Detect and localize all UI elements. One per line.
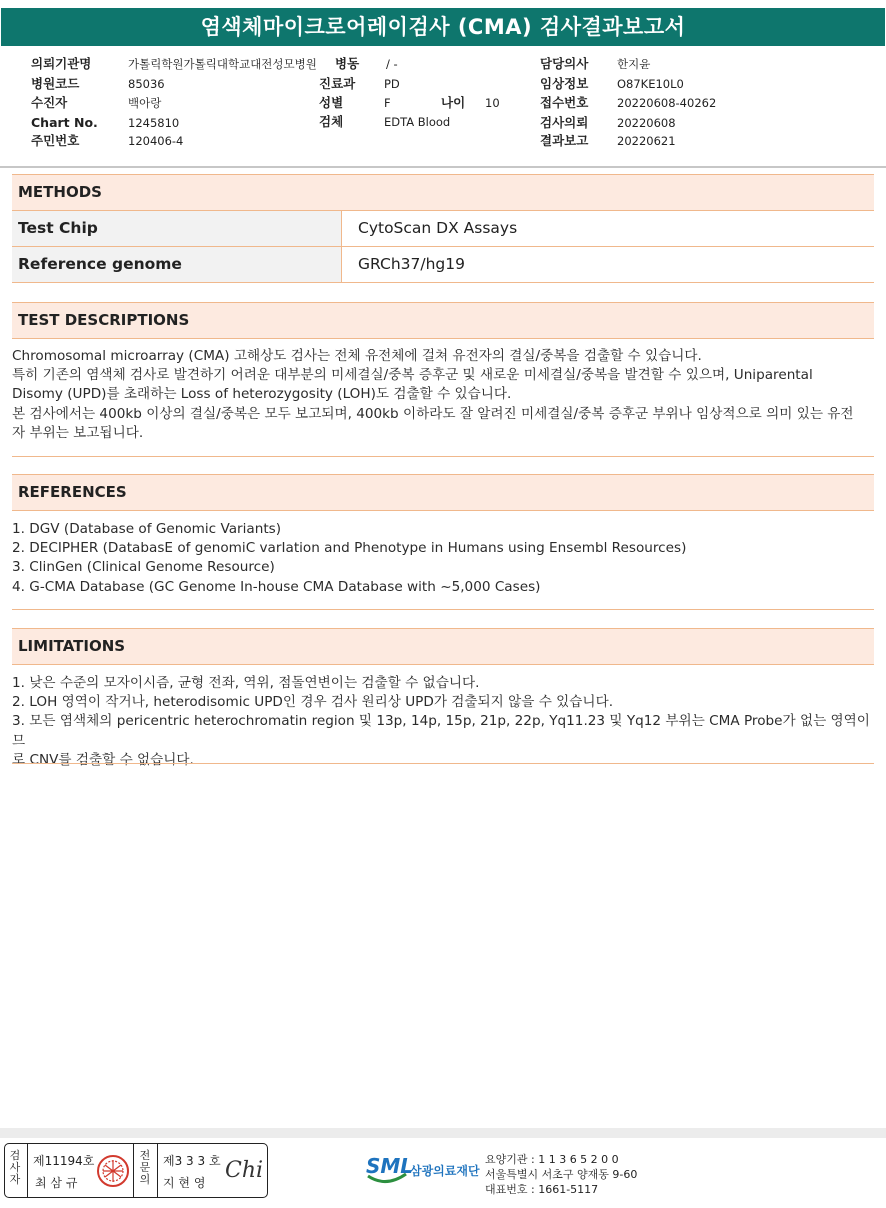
specimen-label: 검체 <box>319 114 344 129</box>
report-value: 20220621 <box>617 134 676 148</box>
receipt-value: 20220608-40262 <box>617 96 717 110</box>
sex-label: 성별 <box>319 95 344 110</box>
methods-row-reference-genome <box>12 247 874 283</box>
description-line: 본 검사에서는 400kb 이상의 결실/중복은 모두 보고되며, 400kb 이하라도 잘 알려진 미세결실/중복 증후군 부위나 임상적으로 의미 있는 유전 <box>12 405 854 422</box>
resident-label: 주민번호 <box>31 133 80 148</box>
specimen-value: EDTA Blood <box>384 115 451 129</box>
receipt-label: 접수번호 <box>540 95 589 110</box>
signature: Chi <box>225 1158 264 1183</box>
signature-stamp-box <box>4 1143 268 1198</box>
reference-item: 4. G-CMA Database (GC Genome In-house CMA Database with ~5,000 Cases) <box>12 578 541 595</box>
reference-item: 3. ClinGen (Clinical Genome Resource) <box>12 559 275 576</box>
ward-label: 병동 <box>335 56 360 71</box>
age-label: 나이 <box>441 95 466 110</box>
section-divider <box>12 763 874 764</box>
clinical-value: O87KE10L0 <box>617 77 684 91</box>
dept-label: 진료과 <box>319 76 356 91</box>
dept-value: PD <box>384 77 400 91</box>
age-value: 10 <box>485 96 500 110</box>
reference-item: 2. DECIPHER (DatabasE of genomiC varIation and Phenotype in Humans using Ensembl Resources) <box>12 540 687 557</box>
sex-value: F <box>384 96 391 110</box>
methods-row-label: Reference genome <box>12 247 342 282</box>
description-line: Disomy (UPD)를 초래하는 Loss of heterozygosity (LOH)도 검출할 수 있습니다. <box>12 386 512 403</box>
reference-item: 1. DGV (Database of Genomic Variants) <box>12 521 282 537</box>
methods-row-value: GRCh37/hg19 <box>358 255 465 273</box>
limitations-heading: LIMITATIONS <box>12 628 874 665</box>
specialist-label: 전문의 <box>139 1149 151 1186</box>
resident-value: 120406-4 <box>128 134 184 148</box>
description-line: Chromosomal microarray (CMA) 고해상도 검사는 전체 유전체에 걸쳐 유전자의 결실/중복을 검출할 수 있습니다. <box>12 348 702 364</box>
references-list <box>12 520 878 597</box>
references-heading: REFERENCES <box>12 474 874 511</box>
chart-label: Chart No. <box>31 115 98 130</box>
sml-logo-text: SML <box>366 1154 414 1178</box>
report-label: 결과보고 <box>540 133 589 148</box>
examiner-name: 최 삼 규 <box>35 1176 78 1190</box>
methods-row-value: CytoScan DX Assays <box>358 219 518 237</box>
institution-label: 의뢰기관명 <box>31 56 92 71</box>
limitation-item: 3. 모든 염색체의 pericentric heterochromatin region 및 13p, 14p, 15p, 21p, 22p, Yq11.23 및 Yq12 부위는 CMA Probe가 없는 영역이므 <box>12 713 870 749</box>
limitations-list <box>12 674 878 770</box>
test-descriptions-heading: TEST DESCRIPTIONS <box>12 302 874 339</box>
section-divider <box>12 456 874 457</box>
description-line: 특히 기존의 염색체 검사로 발견하기 어려운 대부분의 미세결실/중복 증후군 및 새로운 미세결실/중복을 발견할 수 있으며, Uniparental <box>12 367 813 384</box>
hospital-code-value: 85036 <box>128 77 165 91</box>
methods-row-test-chip <box>12 211 874 247</box>
examinee-label: 수진자 <box>31 95 68 110</box>
limitation-item: 2. LOH 영역이 작거나, heterodisomic UPD인 경우 검사 원리상 UPD가 검출되지 않을 수 있습니다. <box>12 694 614 711</box>
examinee-value: 백아랑 <box>128 96 162 110</box>
section-divider <box>12 609 874 610</box>
sml-logo <box>366 1152 486 1192</box>
patient-info-header <box>0 50 886 168</box>
methods-heading: METHODS <box>12 174 874 211</box>
examiner-label: 검사자 <box>9 1149 21 1186</box>
institution-value: 가톨릭학원가톨릭대학교대전성모병원 <box>128 57 317 71</box>
request-label: 검사의뢰 <box>540 115 589 130</box>
specialist-license-no: 제3 3 3 호 <box>163 1154 221 1168</box>
org-name: 삼광의료재단 <box>410 1164 480 1178</box>
doctor-label: 담당의사 <box>540 56 589 71</box>
doctor-value: 한지윤 <box>617 57 651 71</box>
request-value: 20220608 <box>617 116 676 130</box>
ward-value: / - <box>386 57 398 71</box>
limitation-item: 로 CNV를 검출할 수 없습니다. <box>12 751 194 768</box>
limitation-item: 1. 낮은 수준의 모자이시즘, 균형 전좌, 역위, 점돌연변이는 검출할 수 없습니다. <box>12 675 480 691</box>
methods-row-label: Test Chip <box>12 211 342 246</box>
address: 서울특별시 서초구 양재동 9-60 <box>485 1168 638 1181</box>
examiner-license-no: 제11194호 <box>33 1154 95 1168</box>
report-title: 염색체마이크로어레이검사 (CMA) 검사결과보고서 <box>1 8 885 46</box>
clinical-label: 임상정보 <box>540 76 589 91</box>
specialist-name: 지 현 영 <box>163 1176 206 1190</box>
seal-stamp-icon <box>95 1154 131 1188</box>
hospital-code-label: 병원코드 <box>31 76 80 91</box>
phone: 대표번호 : 1661-5117 <box>485 1183 599 1196</box>
care-code: 요양기관 : 1 1 3 6 5 2 0 0 <box>485 1153 619 1166</box>
chart-value: 1245810 <box>128 116 180 130</box>
test-descriptions-text <box>12 347 878 443</box>
description-line: 자 부위는 보고됩니다. <box>12 424 144 441</box>
